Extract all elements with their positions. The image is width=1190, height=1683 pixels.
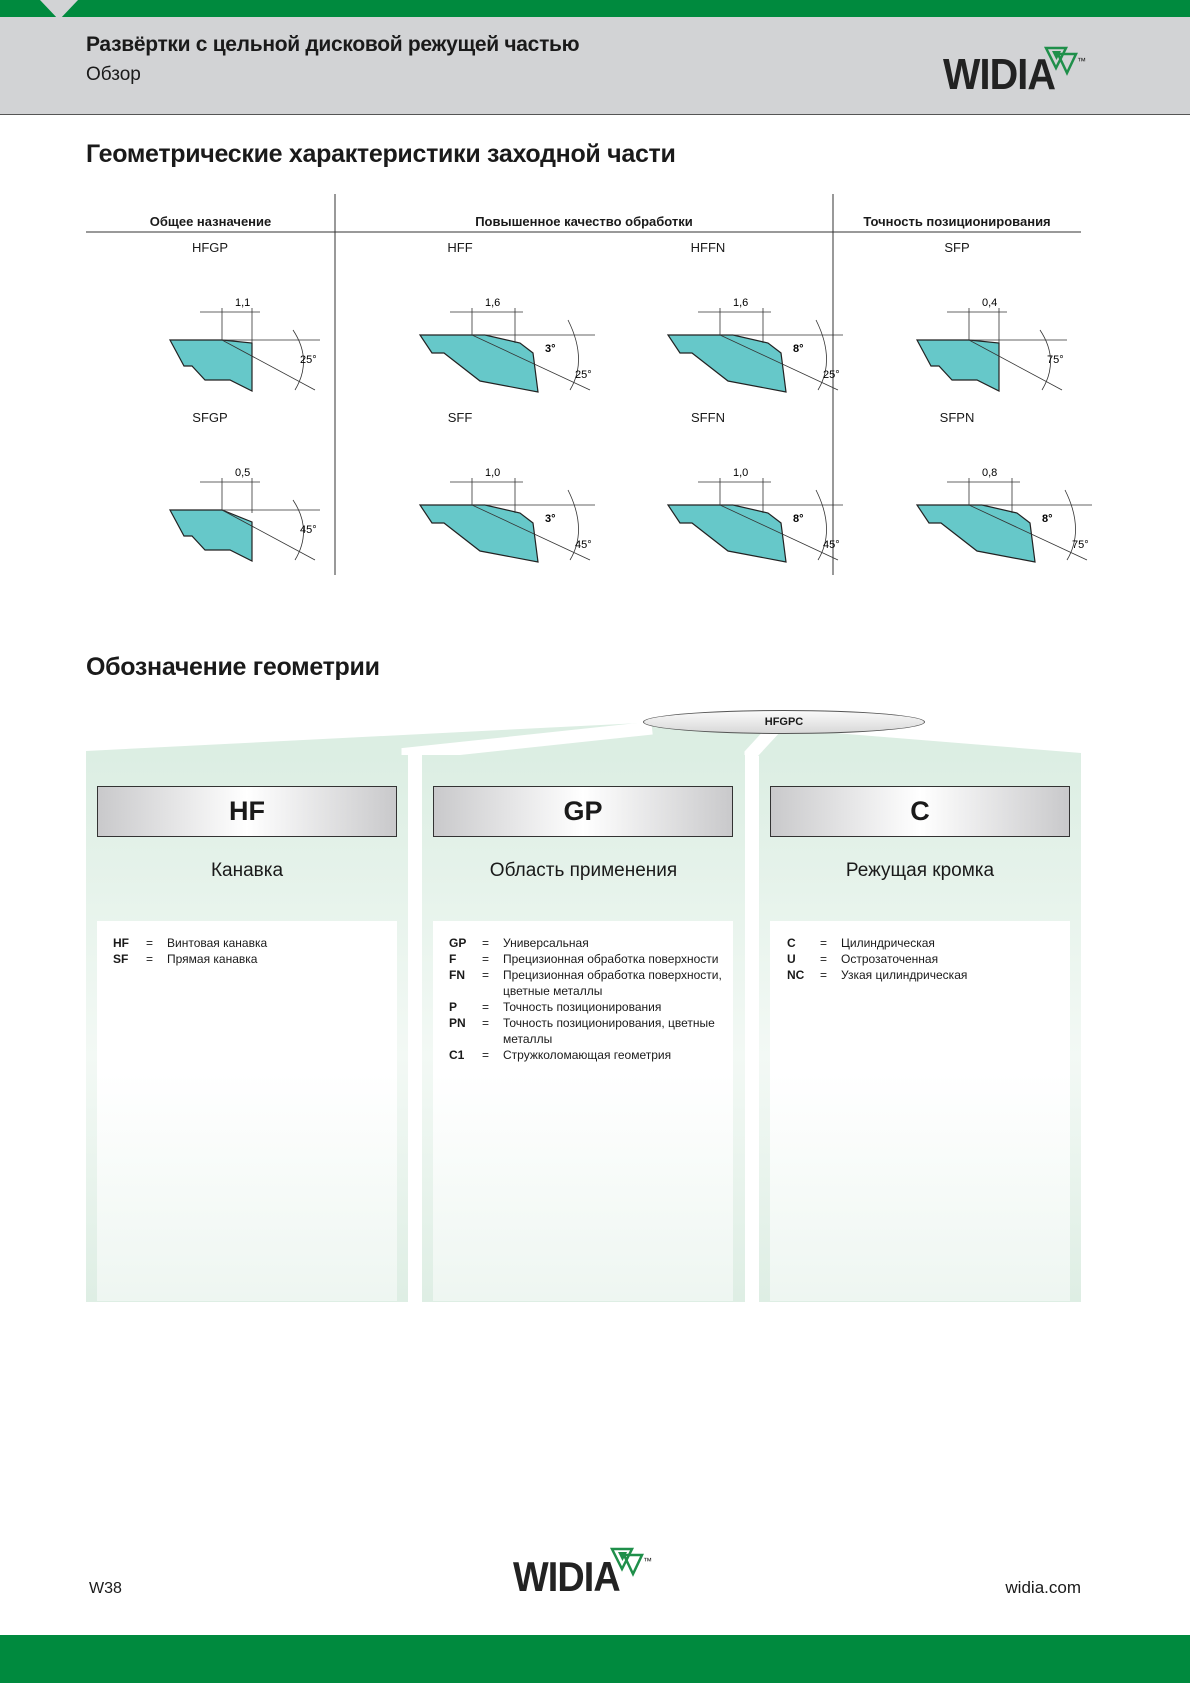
designation-connector [0,0,1190,800]
profile-code-label: SFP [944,240,970,255]
profile-code-label: HFF [447,240,473,255]
list-item [113,951,413,967]
item-description: Универсальная [503,936,589,950]
profile-code-label: HFGP [191,240,229,255]
profile-length: 1,6 [733,297,749,309]
profile-length: 1,6 [485,297,501,309]
profile-angle-1: 8° [793,513,804,525]
logo-trademark: ™ [1077,56,1086,66]
list-item [113,935,413,951]
list-item [449,999,749,1015]
profile-angle-2: 25° [300,354,317,366]
profile-angle-2: 45° [300,524,317,536]
item-code: F [449,952,457,966]
list-item [449,967,749,999]
item-description: Цилиндрическая [841,936,935,950]
page-title: Развёртки с цельной дисковой режущей частью [86,33,580,56]
profile-code-label: SFF [447,410,473,425]
item-code: GP [449,936,467,950]
item-code: NC [787,968,805,982]
profile-code-label: HFFN [690,240,726,255]
profile-length: 0,4 [982,297,998,309]
item-code: SF [113,952,129,966]
footer-logo-wordmark: WIDIA [513,1553,620,1600]
item-description: Узкая цилиндрическая [841,968,968,982]
item-code: C1 [449,1048,465,1062]
list-item [449,951,749,967]
list-item [449,1047,749,1063]
item-equals: = [820,936,828,950]
profile-length: 1,0 [733,467,749,479]
column-header-general: Общее назначение [149,214,272,229]
profile-angle-2: 25° [575,369,592,381]
item-equals: = [482,952,490,966]
item-code: HF [113,936,129,950]
profile-code-label: SFPN [939,410,975,425]
list-item [787,935,1087,951]
item-equals: = [146,952,154,966]
profile-angle-2: 75° [1072,539,1089,551]
example-code-ellipse: HFGPC [643,710,925,734]
item-description: Прецизионная обработка поверхности, цветные металлы [503,968,722,998]
profile-angle-1: 3° [545,513,556,525]
list-item [449,935,749,951]
item-equals: = [482,1048,490,1062]
item-code: P [449,1000,458,1014]
item-equals: = [482,968,490,982]
profile-angle-2: 45° [823,539,840,551]
item-description: Острозаточенная [841,952,939,966]
item-equals: = [482,936,490,950]
page-subtitle: Обзор [86,64,141,85]
geometry-section-title: Геометрические характеристики заходной части [86,140,676,168]
page-number: W38 [89,1580,122,1597]
profile-angle-1: 8° [1042,513,1053,525]
item-description: Точность позиционирования, цветные металлы [503,1016,715,1046]
column-header-positioning: Точность позиционирования [863,214,1051,229]
item-equals: = [146,936,154,950]
item-code: C [787,936,796,950]
item-code: FN [449,968,465,982]
footer-logo-triangles-icon [611,1547,647,1577]
item-equals: = [482,1016,490,1030]
profile-angle-1: 3° [545,343,556,355]
column-header-quality: Повышенное качество обработки [475,214,693,229]
item-code: PN [449,1016,466,1030]
profile-length: 0,5 [235,467,251,479]
logo-wordmark: WIDIA [943,50,1056,99]
item-description: Прецизионная обработка поверхности [503,952,719,966]
list-item [787,967,1087,983]
profile-angle-2: 75° [1047,354,1064,366]
code-box-c: C [770,786,1070,837]
item-description: Винтовая канавка [167,936,268,950]
designation-section-title: Обозначение геометрии [86,653,380,681]
list-box-flute [97,921,397,1301]
profile-length: 1,0 [485,467,501,479]
bottom-green-bar [0,1635,1190,1683]
panel-label-flute: Канавка [210,860,284,881]
profile-angle-2: 25° [823,369,840,381]
code-box-hf: HF [97,786,397,837]
profile-angle-1: 8° [793,343,804,355]
footer-logo-trademark: ™ [643,1556,652,1566]
profile-code-label: SFFN [691,410,725,425]
list-item [787,951,1087,967]
panel-label-cutting-edge: Режущая кромка [845,860,995,881]
item-equals: = [820,952,828,966]
list-item [449,1015,749,1047]
item-description: Стружколомающая геометрия [503,1048,672,1062]
item-description: Точность позиционирования [503,1000,662,1014]
item-equals: = [482,1000,490,1014]
item-code: U [787,952,796,966]
item-equals: = [820,968,828,982]
code-box-gp: GP [433,786,733,837]
profile-length: 1,1 [235,297,251,309]
website-url: widia.com [1005,1578,1081,1597]
profile-angle-2: 45° [575,539,592,551]
item-description: Прямая канавка [167,952,258,966]
panel-label-application: Область применения [489,860,678,881]
profile-length: 0,8 [982,467,998,479]
profile-code-label: SFGP [192,410,228,425]
